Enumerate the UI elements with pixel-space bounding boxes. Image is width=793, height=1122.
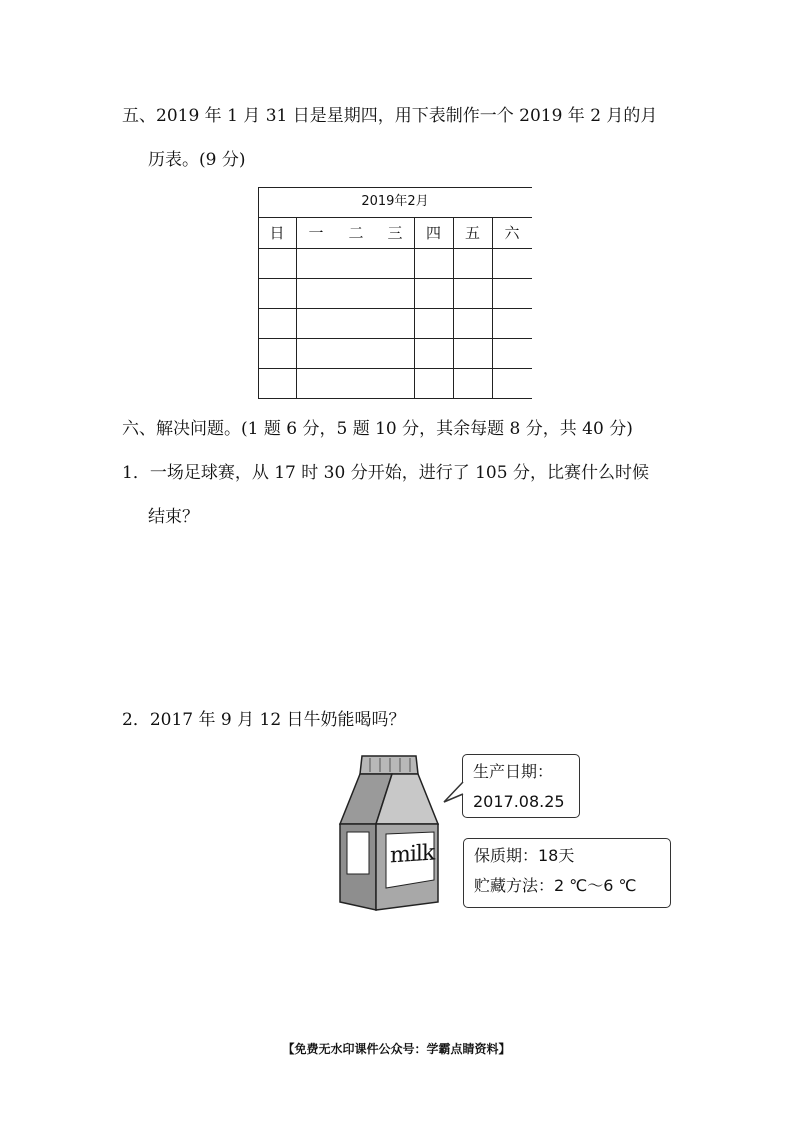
question2: 2．2017 年 9 月 12 日牛奶能喝吗？ — [122, 710, 406, 730]
weekday-thu: 四 — [425, 224, 441, 242]
calendar-title: 2019年2月 — [258, 187, 532, 218]
shelf-life: 保质期：18天 — [474, 846, 575, 865]
milk-label: milk — [390, 840, 435, 869]
weekday-fri: 五 — [464, 224, 480, 242]
production-date-bubble — [462, 754, 580, 818]
section5-line1: 五、2019 年 1 月 31 日是星期四，用下表制作一个 2019 年 2 月的月 — [122, 106, 658, 126]
bubble-pointer-icon — [442, 780, 466, 806]
storage-method: 贮藏方法：2 ℃～6 ℃ — [474, 876, 637, 895]
section5-line2: 历表。(9 分) — [148, 150, 246, 170]
storage-info-box — [463, 838, 671, 908]
question1-line1: 1．一场足球赛，从 17 时 30 分开始，进行了 105 分，比赛什么时候 — [122, 463, 649, 483]
section6-heading: 六、解决问题。(1 题 6 分，5 题 10 分，其余每题 8 分，共 40 分) — [122, 419, 633, 439]
production-date-label: 生产日期： — [473, 762, 554, 781]
weekday-wed: 三 — [387, 224, 403, 242]
weekday-tue: 二 — [348, 224, 364, 242]
footer-watermark-text: 【免费无水印课件公众号：学霸点睛资料】 — [282, 1042, 511, 1056]
weekday-sat: 六 — [504, 224, 520, 242]
production-date-value: 2017.08.25 — [473, 792, 565, 811]
milk-carton-icon — [336, 752, 456, 914]
question1-line2: 结束？ — [148, 507, 199, 527]
weekday-mon: 一 — [308, 224, 324, 242]
weekday-sun: 日 — [269, 224, 285, 242]
calendar-table — [258, 187, 532, 399]
